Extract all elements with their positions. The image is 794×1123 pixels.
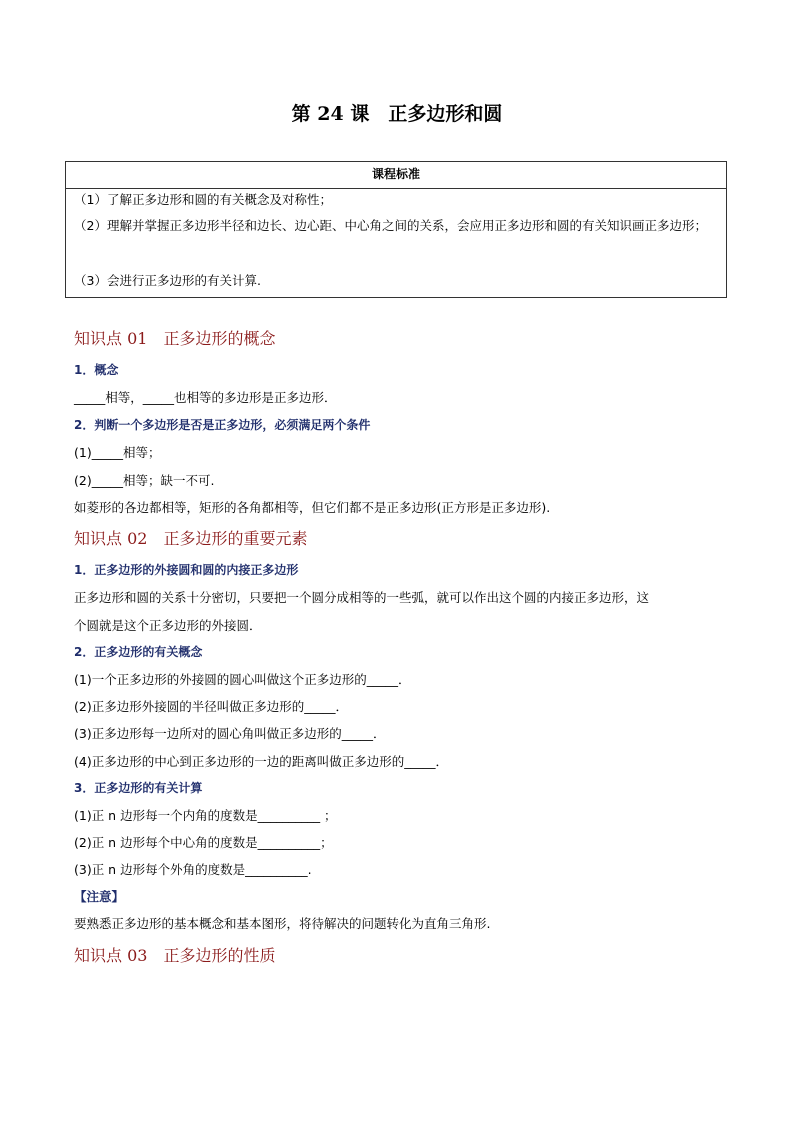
course-standards-box xyxy=(65,161,727,298)
condition-item: (1)_____相等； xyxy=(74,445,161,460)
page-title: 第 24 课 正多边形和圆 xyxy=(291,103,503,125)
subsection-heading: 2．判断一个多边形是否是正多边形，必须满足两个条件 xyxy=(74,418,371,432)
section-heading-02: 知识点 02 正多边形的重要元素 xyxy=(74,529,308,548)
paragraph-line: 正多边形和圆的关系十分密切，只要把一个圆分成相等的一些弧，就可以作出这个圆的内接正多边形，这 xyxy=(74,590,650,605)
course-standards-header: 课程标准 xyxy=(66,162,726,189)
concept-item: (1)一个正多边形的外接圆的圆心叫做这个正多边形的_____． xyxy=(74,672,411,687)
note-text: 要熟悉正多边形的基本概念和基本图形，将待解决的问题转化为直角三角形. xyxy=(74,916,491,931)
subsection-heading: 3．正多边形的有关计算 xyxy=(74,781,203,795)
subsection-heading: 1．正多边形的外接圆和圆的内接正多边形 xyxy=(74,563,299,577)
fill-blank-text: _____相等，_____也相等的多边形是正多边形． xyxy=(74,390,337,405)
calc-item: (3)正 n 边形每个外角的度数是__________. xyxy=(74,862,312,877)
section-heading-03: 知识点 03 正多边形的性质 xyxy=(74,946,276,965)
concept-item: (3)正多边形每一边所对的圆心角叫做正多边形的_____． xyxy=(74,726,386,741)
standard-item: （1）了解正多边形和圆的有关概念及对称性； xyxy=(74,192,332,207)
subsection-heading: 1．概念 xyxy=(74,363,119,377)
condition-item: (2)_____相等；缺一不可. xyxy=(74,473,215,488)
calc-item: (2)正 n 边形每个中心角的度数是__________； xyxy=(74,835,333,850)
example-text: 如菱形的各边都相等，矩形的各角都相等，但它们都不是正多边形(正方形是正多边形). xyxy=(74,500,551,515)
standard-item: （3）会进行正多边形的有关计算. xyxy=(74,273,261,288)
concept-item: (2)正多边形外接圆的半径叫做正多边形的_____． xyxy=(74,699,348,714)
paragraph-line: 个圆就是这个正多边形的外接圆． xyxy=(74,618,262,633)
concept-item: (4)正多边形的中心到正多边形的一边的距离叫做正多边形的_____． xyxy=(74,754,448,769)
section-heading-01: 知识点 01 正多边形的概念 xyxy=(74,329,276,348)
standard-item: （2）理解并掌握正多边形半径和边长、边心距、中心角之间的关系，会应用正多边形和圆的有关知识画正多边形； xyxy=(74,218,707,233)
calc-item: (1)正 n 边形每一个内角的度数是__________ ； xyxy=(74,808,337,823)
subsection-heading: 2．正多边形的有关概念 xyxy=(74,645,203,659)
note-label: 【注意】 xyxy=(74,889,125,904)
